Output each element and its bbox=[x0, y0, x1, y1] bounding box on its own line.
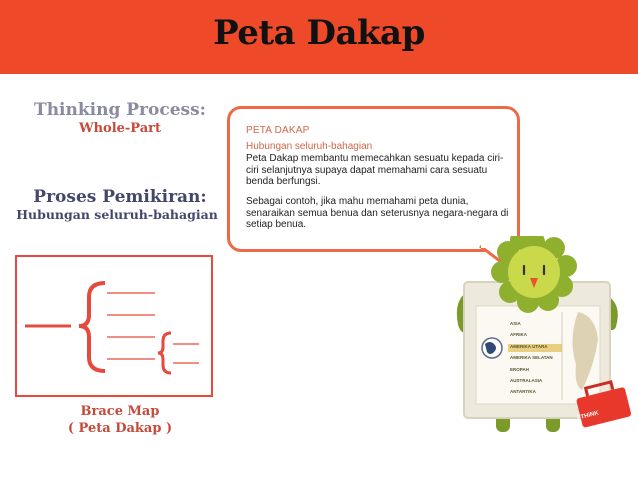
continent-item: AFRIKA bbox=[510, 332, 527, 338]
proses-pemikiran-label: Proses Pemikiran: bbox=[33, 187, 207, 207]
peta-dakap-caption: ( Peta Dakap ) bbox=[67, 421, 173, 436]
brace-map-diagram bbox=[15, 255, 213, 397]
continent-item: AMERIKA SELATAN bbox=[510, 355, 553, 361]
continent-item: EROPAH bbox=[510, 366, 529, 372]
bubble-paragraph-1: Peta Dakap membantu memecahkan sesuatu kepada ciri-ciri selanjutnya supaya dapat memahami cara sesuatu benda berfungsi. bbox=[246, 153, 504, 187]
brace-map-icon bbox=[17, 257, 211, 395]
continent-list bbox=[510, 318, 553, 398]
bubble-heading: PETA DAKAP bbox=[246, 125, 310, 136]
toolbox-label: i-THiNK bbox=[576, 410, 600, 422]
whole-part-label: Whole-Part bbox=[78, 121, 162, 136]
brace-map-label: Brace Map bbox=[80, 404, 160, 419]
continent-item: ANTARTIKA bbox=[510, 389, 536, 395]
hubungan-label: Hubungan seluruh-bahagian bbox=[16, 207, 218, 222]
bubble-paragraph-2: Sebagai contoh, jika mahu memahami peta dunia, senaraikan semua benua dan seterusnya negara-negara di setiap benua. bbox=[246, 196, 509, 230]
thinking-process-label: Thinking Process: bbox=[34, 100, 206, 120]
continent-item: ASIA bbox=[510, 321, 521, 326]
continent-item: AUSTRALASIA bbox=[510, 378, 543, 384]
continent-item: AMERIKA UTARA bbox=[510, 343, 548, 349]
slide-title: Peta Dakap bbox=[213, 13, 425, 53]
bubble-subheading: Hubungan seluruh-bahagian bbox=[246, 141, 373, 152]
